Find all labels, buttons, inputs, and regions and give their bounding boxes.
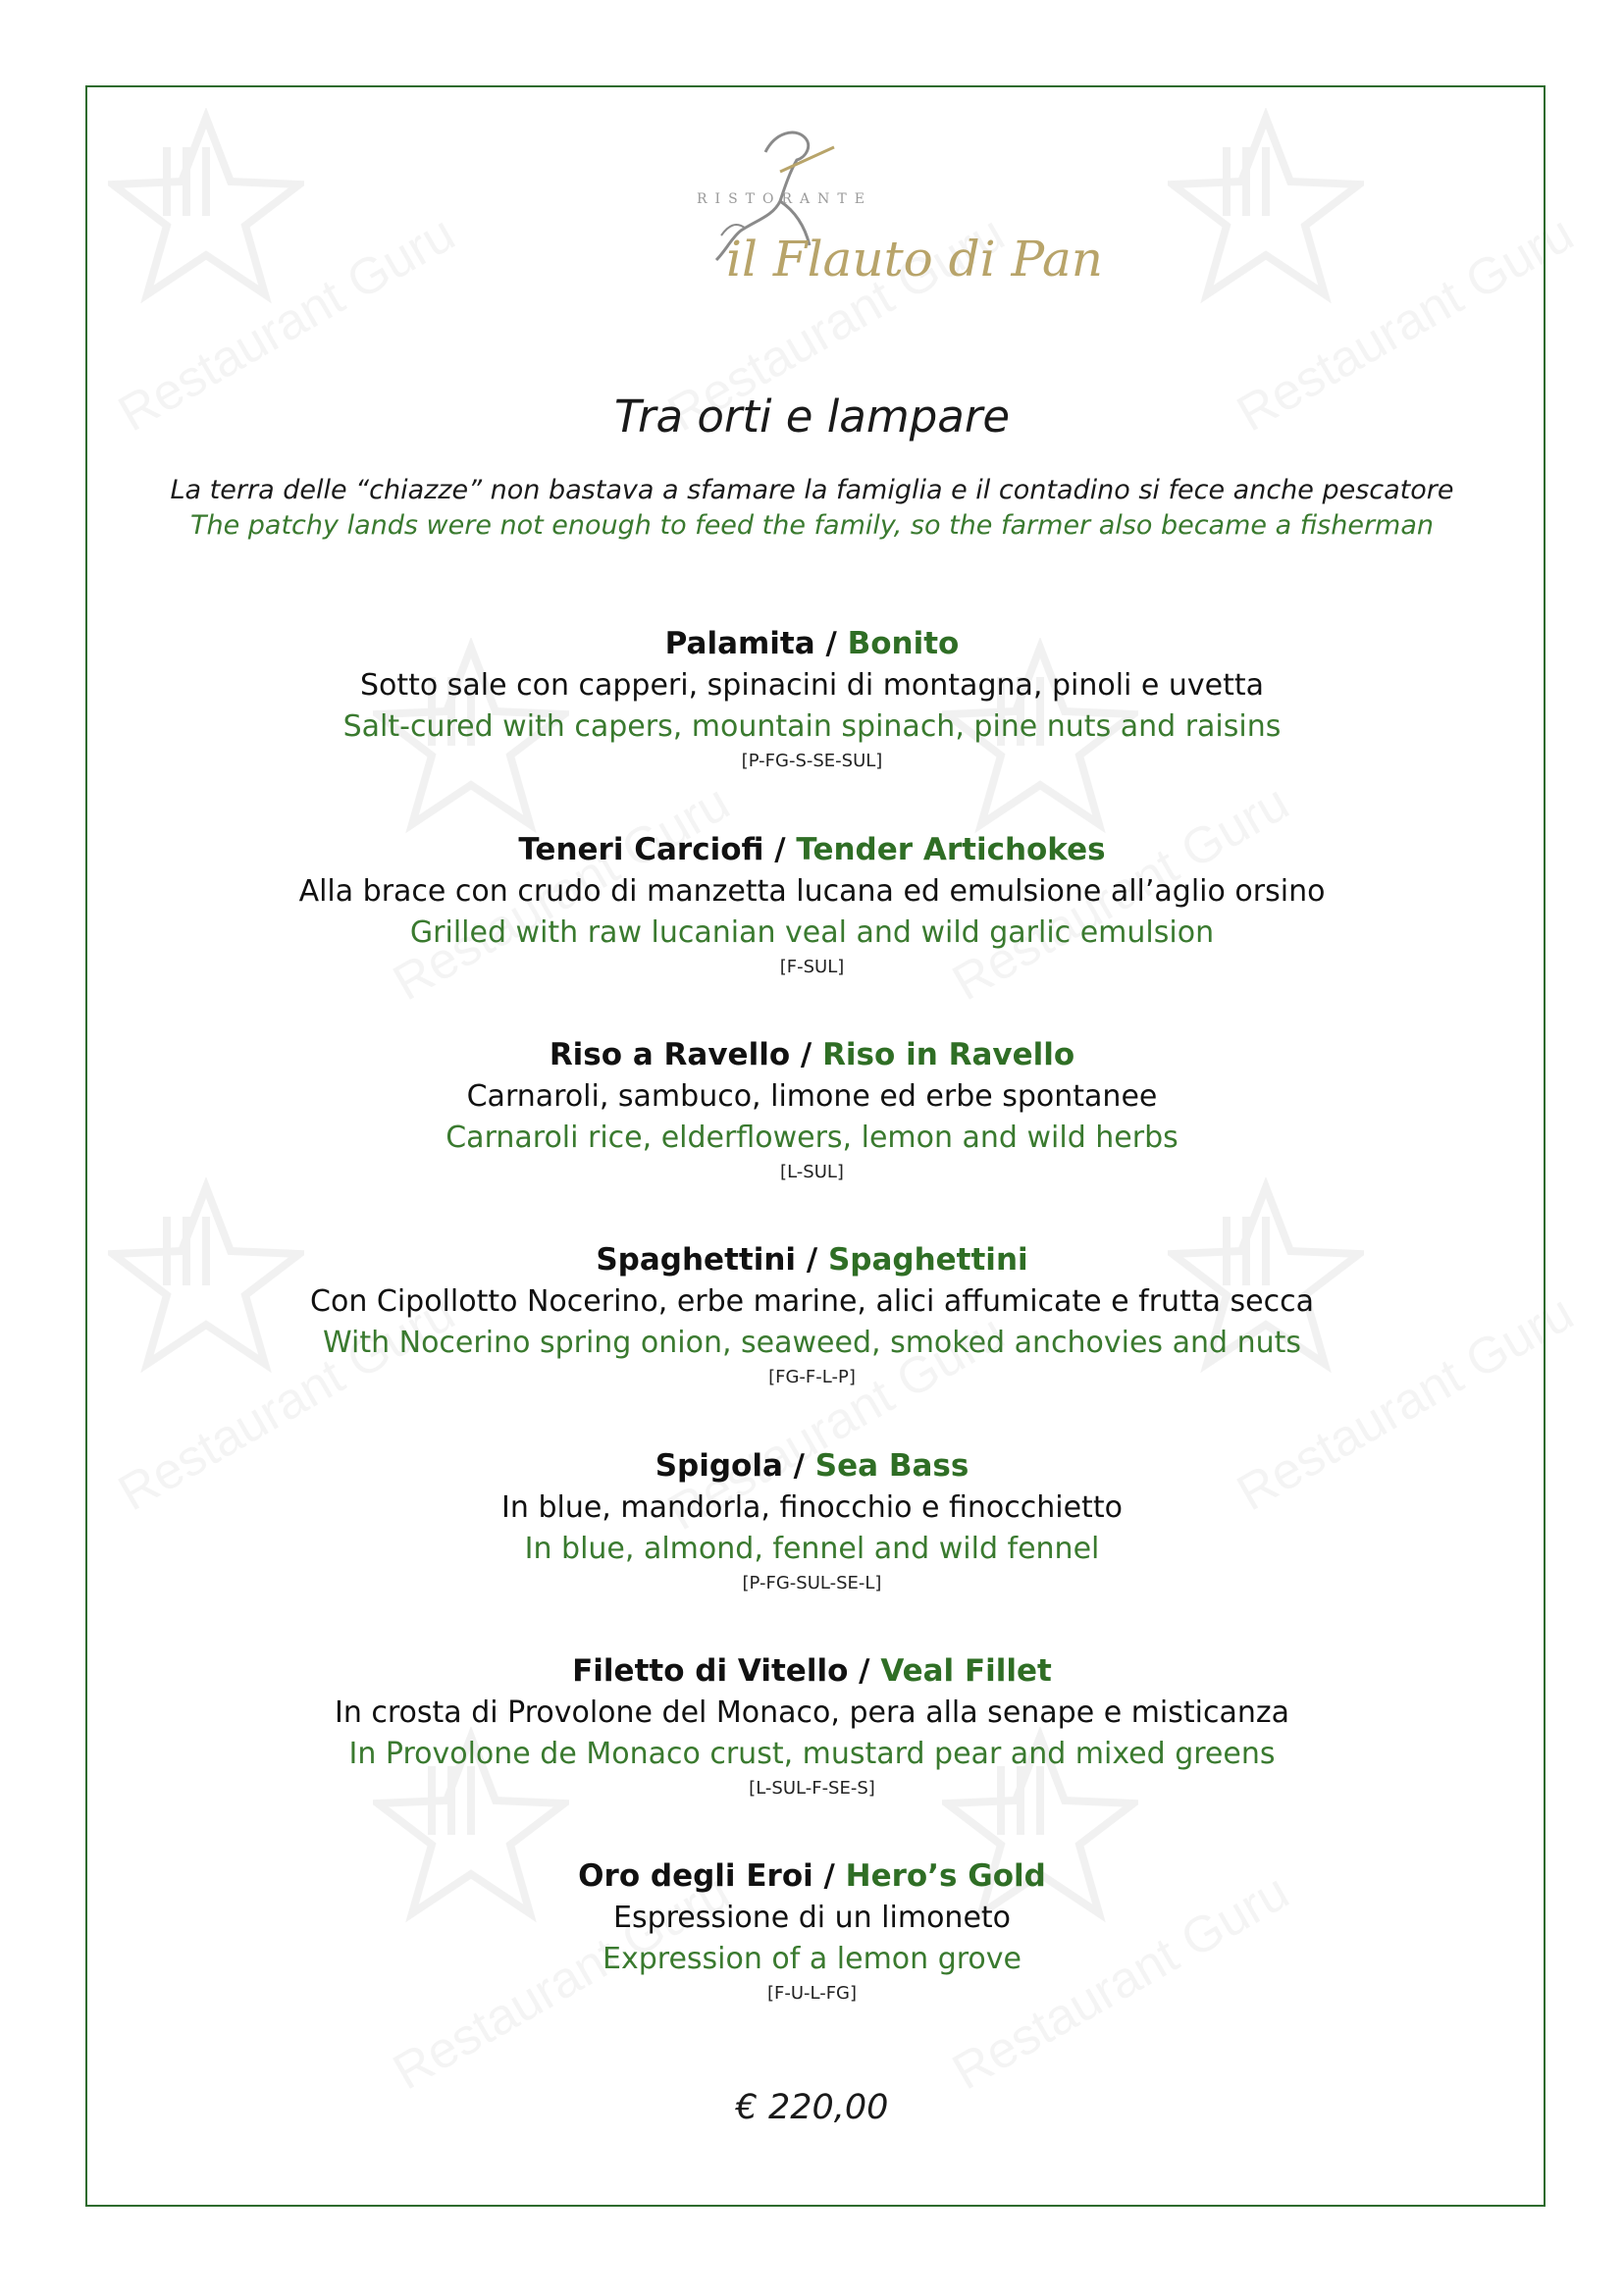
- dish-name-it: Oro degli Eroi: [578, 1858, 813, 1894]
- dish-item: [0, 1033, 1624, 1186]
- name-separator: /: [782, 1448, 815, 1484]
- dish-name: [0, 1238, 1624, 1281]
- dish-name: [0, 828, 1624, 871]
- dish-description-it: Carnaroli, sambuco, limone ed erbe spontanee: [466, 1079, 1158, 1114]
- dish-item: [0, 1238, 1624, 1391]
- dish-description-en: In Provolone de Monaco crust, mustard pear and mixed greens: [348, 1737, 1276, 1771]
- dish-allergens: [P-FG-SUL-SE-L]: [742, 1573, 882, 1593]
- name-separator: /: [814, 626, 848, 661]
- intro-english: The patchy lands were not enough to feed the family, so the farmer also became a fisherman: [189, 510, 1435, 541]
- dish-description-it: In blue, mandorla, finocchio e finocchietto: [501, 1490, 1123, 1525]
- dish-name-en: Sea Bass: [814, 1448, 969, 1484]
- name-separator: /: [812, 1858, 846, 1894]
- dish-description-it: Con Cipollotto Nocerino, erbe marine, alici affumicate e frutta secca: [310, 1284, 1314, 1319]
- dish-description-en: Grilled with raw lucanian veal and wild garlic emulsion: [409, 915, 1215, 950]
- dish-allergens: [F-U-L-FG]: [766, 1983, 858, 2004]
- menu-price: € 220,00: [735, 2088, 889, 2127]
- dish-name-it: Teneri Carciofi: [518, 832, 764, 867]
- dish-item: [0, 1649, 1624, 1802]
- dish-description-it: Sotto sale con capperi, spinacini di montagna, pinoli e uvetta: [359, 668, 1265, 703]
- dish-allergens: [L-SUL]: [780, 1162, 844, 1182]
- dish-name-it: Spigola: [655, 1448, 783, 1484]
- name-separator: /: [848, 1653, 881, 1689]
- name-separator: /: [763, 832, 797, 867]
- restaurant-logo: [628, 113, 1103, 319]
- dish-name: [0, 1444, 1624, 1487]
- dish-allergens: [FG-F-L-P]: [768, 1367, 856, 1387]
- dish-description-it: Espressione di un limoneto: [612, 1901, 1012, 1935]
- name-separator: /: [790, 1037, 823, 1072]
- dish-item: [0, 1854, 1624, 2008]
- dish-description-it: Alla brace con crudo di manzetta lucana ed emulsione all’aglio orsino: [298, 874, 1326, 909]
- name-separator: /: [796, 1242, 828, 1278]
- dish-allergens: [P-FG-S-SE-SUL]: [741, 751, 883, 771]
- dish-name-en: Tender Artichokes: [796, 832, 1106, 867]
- dish-description-en: With Nocerino spring onion, seaweed, smoked anchovies and nuts: [322, 1326, 1301, 1360]
- dish-description-en: Salt-cured with capers, mountain spinach, pine nuts and raisins: [342, 709, 1282, 744]
- dish-name-en: Bonito: [847, 626, 960, 661]
- dish-name: [0, 1033, 1624, 1076]
- dish-allergens: [L-SUL-F-SE-S]: [749, 1778, 875, 1799]
- dish-description-en: Expression of a lemon grove: [602, 1942, 1022, 1976]
- menu-title: Tra orti e lampare: [613, 391, 1011, 443]
- dish-name-it: Riso a Ravello: [549, 1037, 791, 1072]
- dish-name-it: Filetto di Vitello: [572, 1653, 849, 1689]
- dish-description-it: In crosta di Provolone del Monaco, pera alla senape e misticanza: [334, 1696, 1290, 1730]
- dish-name-en: Veal Fillet: [880, 1653, 1052, 1689]
- dish-item: [0, 1444, 1624, 1597]
- logo-script-text: il Flauto di Pan: [726, 231, 1103, 287]
- dish-description-en: Carnaroli rice, elderflowers, lemon and wild herbs: [445, 1121, 1179, 1155]
- dish-name-en: Spaghettini: [827, 1242, 1028, 1278]
- dish-item: [0, 828, 1624, 981]
- dish-name: [0, 1854, 1624, 1898]
- dish-allergens: [F-SUL]: [779, 957, 845, 977]
- dish-name: [0, 1649, 1624, 1693]
- dish-name-it: Spaghettini: [596, 1242, 797, 1278]
- dish-item: [0, 622, 1624, 775]
- dish-name: [0, 622, 1624, 665]
- dish-description-en: In blue, almond, fennel and wild fennel: [524, 1532, 1100, 1566]
- dish-name-it: Palamita: [664, 626, 815, 661]
- intro-italian: La terra delle “chiazze” non bastava a sfamare la famiglia e il contadino si fece anche pescatore: [170, 475, 1454, 505]
- dish-name-en: Hero’s Gold: [845, 1858, 1046, 1894]
- logo-caps-text: RISTORANTE: [697, 191, 872, 207]
- dish-name-en: Riso in Ravello: [822, 1037, 1075, 1072]
